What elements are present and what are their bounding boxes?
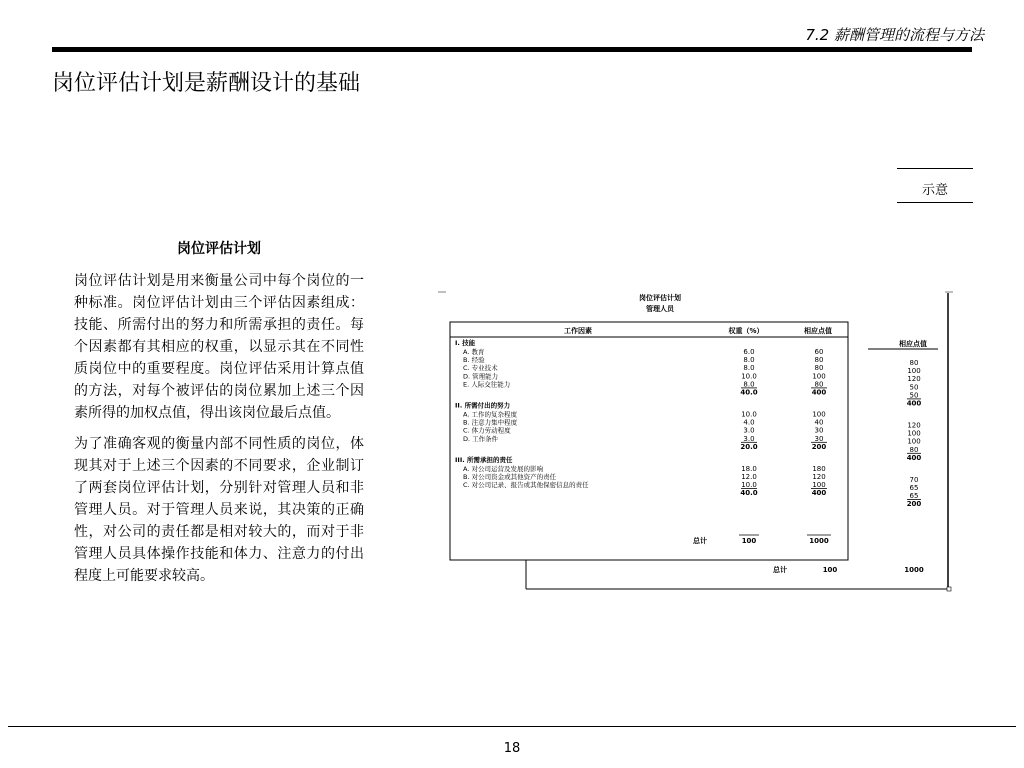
factor-weight: 8.0 bbox=[743, 364, 755, 373]
back-group-subtotal: 400 bbox=[906, 453, 922, 462]
factor-points: 40 bbox=[814, 418, 824, 427]
factor-weight: 10.0 bbox=[741, 372, 757, 381]
sheet-subtitle: 管理人员 bbox=[646, 305, 674, 313]
factor-points: 100 bbox=[812, 410, 826, 419]
factor-points: 60 bbox=[814, 348, 824, 356]
evaluation-sheet bbox=[438, 285, 960, 595]
explanation-paragraph-2: 为了准确客观的衡量内部不同性质的岗位，体现其对于上述三个因素的不同要求，企业制订了两套岗位评估计划，分别针对管理人员和非管理人员。对于管理人员来说，其决策的正确性，对公司的责任都是相对较大的，而对于非管理人员具体操作技能和体力、注意力的付出程度上可能要求较高。 bbox=[74, 436, 364, 584]
factor-weight: 3.0 bbox=[743, 426, 755, 435]
factor-name: D. 工作条件 bbox=[463, 434, 499, 443]
factor-points: 100 bbox=[812, 372, 826, 381]
factor-points: 80 bbox=[814, 356, 824, 365]
footer-rule bbox=[8, 726, 1016, 727]
factor-name: D. 管理能力 bbox=[463, 372, 499, 381]
factor-points: 30 bbox=[814, 426, 824, 435]
factor-weight: 12.0 bbox=[741, 473, 757, 481]
factor-points: 80 bbox=[814, 380, 824, 389]
sheet-resize-handle bbox=[947, 587, 951, 591]
back-factor-points: 100 bbox=[907, 437, 921, 446]
factor-points: 180 bbox=[812, 464, 826, 473]
back-factor-points: 50 bbox=[909, 383, 919, 392]
front-sheet-frame bbox=[450, 322, 848, 560]
explanation-paragraph-1: 岗位评估计划是用来衡量公司中每个岗位的一种标准。岗位评估计划由三个评估因素组成：技能、所需付出的努力和所需承担的责任。每个因素都有其相应的权重，以显示其在不同性质岗位中的重要程度。岗位评估采用计算点值的方法，对每个被评估的岗位累加上述三个因素所得的加权点值，得出该岗位最后点值。 bbox=[74, 273, 364, 421]
back-factor-points: 70 bbox=[909, 475, 919, 484]
group-points-subtotal: 400 bbox=[811, 388, 827, 397]
group-weight-subtotal: 40.0 bbox=[740, 489, 758, 498]
group-points-subtotal: 200 bbox=[811, 442, 827, 451]
back-factor-points: 120 bbox=[907, 421, 921, 430]
total-points: 1000 bbox=[809, 537, 829, 545]
header-rule bbox=[52, 47, 972, 52]
back-group-subtotal: 200 bbox=[906, 500, 922, 509]
evaluation-sheet-graphic bbox=[438, 285, 960, 595]
factor-name: B. 注意力集中程度 bbox=[463, 418, 518, 427]
explanation-column bbox=[74, 238, 364, 596]
page-title: 岗位评估计划是薪酬设计的基础 bbox=[52, 71, 361, 96]
back-total-points: 1000 bbox=[904, 566, 924, 574]
section-tag: 7.2 薪酬管理的流程与方法 bbox=[805, 26, 984, 44]
sheet-title: 岗位评估计划 bbox=[639, 294, 681, 302]
back-col-header-points: 相应点值 bbox=[899, 340, 927, 348]
factor-weight: 10.0 bbox=[741, 481, 757, 490]
factor-name: C. 体力劳动程度 bbox=[463, 426, 511, 435]
back-factor-points: 100 bbox=[907, 429, 921, 438]
back-factor-points: 100 bbox=[907, 367, 921, 376]
factor-name: B. 对公司资金或其他资产的责任 bbox=[463, 473, 557, 481]
explanation-heading: 岗位评估计划 bbox=[177, 241, 261, 257]
col-header-weight: 权重（%） bbox=[728, 327, 764, 335]
factor-points: 120 bbox=[812, 473, 826, 481]
factor-points: 100 bbox=[812, 481, 826, 490]
factor-name: E. 人际交往能力 bbox=[463, 380, 511, 389]
back-total-label: 总计 bbox=[773, 566, 787, 574]
factor-name: C. 专业技术 bbox=[463, 364, 498, 373]
legend-label: 示意 bbox=[921, 183, 948, 198]
group-label-3: III. 所需承担的责任 bbox=[455, 455, 513, 464]
factor-weight: 3.0 bbox=[743, 434, 755, 443]
factor-weight: 6.0 bbox=[743, 348, 755, 356]
group-weight-subtotal: 40.0 bbox=[740, 388, 758, 397]
factor-name: C. 对公司记录、报告或其他保密信息的责任 bbox=[463, 481, 589, 490]
col-header-points: 相应点值 bbox=[804, 327, 832, 335]
page-number: 18 bbox=[503, 741, 521, 756]
factor-weight: 4.0 bbox=[743, 418, 755, 427]
back-total-weight: 100 bbox=[822, 566, 838, 574]
total-label: 总计 bbox=[693, 537, 707, 545]
factor-name: B. 经验 bbox=[463, 356, 485, 365]
factor-weight: 8.0 bbox=[743, 356, 755, 365]
factor-weight: 10.0 bbox=[741, 410, 757, 419]
back-factor-points: 65 bbox=[909, 492, 919, 501]
legend-bottom-line bbox=[897, 202, 973, 203]
group-points-subtotal: 400 bbox=[811, 489, 827, 498]
factor-name: A. 工作的复杂程度 bbox=[463, 410, 517, 419]
factor-name: A. 教育 bbox=[463, 348, 485, 356]
back-group-subtotal: 400 bbox=[906, 399, 922, 408]
factor-weight: 18.0 bbox=[741, 464, 757, 473]
col-header-factor: 工作因素 bbox=[564, 327, 592, 335]
back-factor-points: 50 bbox=[909, 391, 919, 400]
back-factor-points: 120 bbox=[907, 375, 921, 384]
group-weight-subtotal: 20.0 bbox=[740, 442, 758, 451]
factor-weight: 8.0 bbox=[743, 380, 755, 389]
legend-top-line bbox=[897, 168, 973, 169]
back-factor-points: 80 bbox=[909, 359, 919, 367]
back-factor-points: 65 bbox=[909, 484, 919, 492]
factor-name: A. 对公司运营及发展的影响 bbox=[463, 464, 543, 473]
factor-points: 80 bbox=[814, 364, 824, 373]
total-weight: 100 bbox=[741, 537, 757, 545]
group-label-2: II. 所需付出的努力 bbox=[455, 401, 511, 410]
back-factor-points: 80 bbox=[909, 445, 919, 454]
factor-points: 30 bbox=[814, 434, 824, 443]
group-label-1: I. 技能 bbox=[455, 339, 476, 347]
